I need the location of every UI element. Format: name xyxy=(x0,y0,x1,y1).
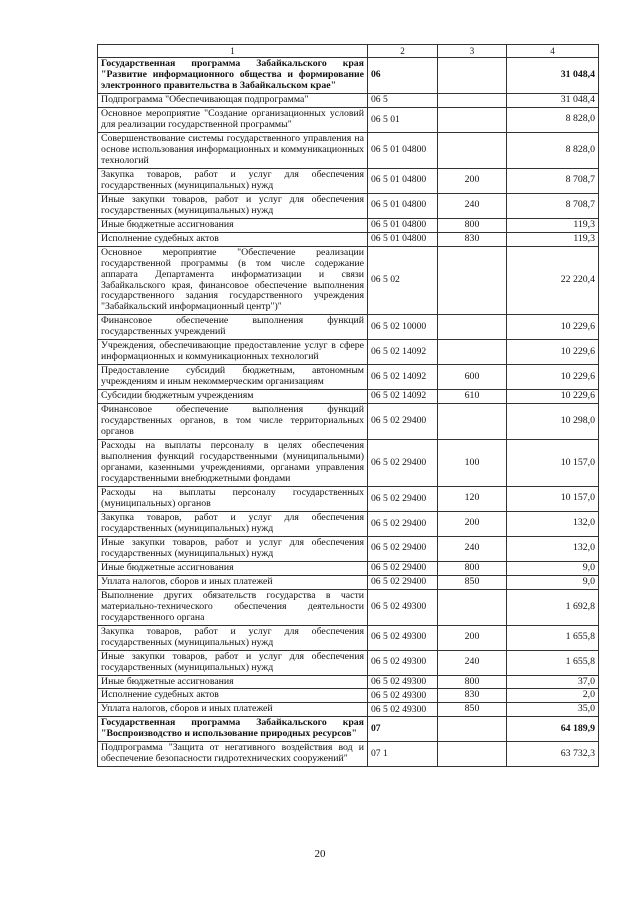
row-code: 06 5 01 04800 xyxy=(368,193,438,218)
row-expense-type xyxy=(438,742,507,767)
column-number-row xyxy=(98,45,599,58)
row-expense-type xyxy=(438,589,507,625)
row-name: Финансовое обеспечение выполнения функций государственных учреждений xyxy=(98,315,368,340)
row-expense-type: 200 xyxy=(438,625,507,650)
table-row xyxy=(98,689,599,703)
row-code: 06 5 02 49300 xyxy=(368,689,438,703)
row-code: 06 5 02 xyxy=(368,246,438,315)
row-code: 06 5 01 04800 xyxy=(368,132,438,168)
row-amount: 10 229,6 xyxy=(507,340,599,365)
table-row xyxy=(98,650,599,675)
row-code: 06 5 02 29400 xyxy=(368,511,438,536)
row-expense-type: 100 xyxy=(438,440,507,487)
row-name: Закупка товаров, работ и услуг для обеспечения государственных (муниципальных) нужд xyxy=(98,625,368,650)
row-code: 06 5 02 49300 xyxy=(368,650,438,675)
table-row xyxy=(98,625,599,650)
page-number: 20 xyxy=(314,848,326,860)
row-code: 06 5 01 xyxy=(368,107,438,132)
table-row xyxy=(98,703,599,717)
row-expense-type: 610 xyxy=(438,390,507,404)
table-row xyxy=(98,390,599,404)
row-name: Исполнение судебных актов xyxy=(98,689,368,703)
budget-table-body xyxy=(98,45,599,767)
table-row xyxy=(98,717,599,742)
row-name: Совершенствование системы государственного управления на основе использования информационных и коммуникационных технологий xyxy=(98,132,368,168)
row-expense-type: 850 xyxy=(438,703,507,717)
row-amount: 119,3 xyxy=(507,218,599,232)
row-code: 06 5 02 14092 xyxy=(368,340,438,365)
column-number: 1 xyxy=(98,45,368,58)
row-amount: 10 157,0 xyxy=(507,440,599,487)
row-amount: 10 229,6 xyxy=(507,390,599,404)
row-expense-type xyxy=(438,107,507,132)
table-row xyxy=(98,93,599,107)
table-row xyxy=(98,232,599,246)
row-amount: 2,0 xyxy=(507,689,599,703)
row-code: 06 5 02 29400 xyxy=(368,536,438,561)
row-amount: 63 732,3 xyxy=(507,742,599,767)
row-expense-type: 200 xyxy=(438,511,507,536)
row-amount: 37,0 xyxy=(507,675,599,689)
table-row xyxy=(98,218,599,232)
row-amount: 10 229,6 xyxy=(507,365,599,390)
table-row xyxy=(98,315,599,340)
row-amount: 10 157,0 xyxy=(507,486,599,511)
row-code: 06 5 02 29400 xyxy=(368,486,438,511)
row-expense-type xyxy=(438,717,507,742)
column-number: 3 xyxy=(438,45,507,58)
row-code: 06 5 02 29400 xyxy=(368,561,438,575)
table-row xyxy=(98,246,599,315)
row-expense-type: 240 xyxy=(438,193,507,218)
row-name: Уплата налогов, сборов и иных платежей xyxy=(98,575,368,589)
row-code: 06 5 02 49300 xyxy=(368,589,438,625)
table-row xyxy=(98,365,599,390)
row-name: Учреждения, обеспечивающие предоставление услуг в сфере информационных и коммуникационных технологий xyxy=(98,340,368,365)
row-name: Расходы на выплаты персоналу в целях обеспечения выполнения функций государственными (муниципальными) органами, казенными учреждениями, органами управления государственными внебюджетными фондами xyxy=(98,440,368,487)
row-name: Подпрограмма "Обеспечивающая подпрограмма" xyxy=(98,93,368,107)
row-code: 06 5 xyxy=(368,93,438,107)
row-expense-type: 850 xyxy=(438,575,507,589)
table-row xyxy=(98,511,599,536)
row-amount: 10 229,6 xyxy=(507,315,599,340)
row-amount: 119,3 xyxy=(507,232,599,246)
row-name: Исполнение судебных актов xyxy=(98,232,368,246)
row-code: 06 5 02 49300 xyxy=(368,625,438,650)
row-code: 06 5 02 49300 xyxy=(368,675,438,689)
row-amount: 22 220,4 xyxy=(507,246,599,315)
row-amount: 8 828,0 xyxy=(507,107,599,132)
row-amount: 10 298,0 xyxy=(507,404,599,440)
row-amount: 31 048,4 xyxy=(507,58,599,94)
row-amount: 35,0 xyxy=(507,703,599,717)
row-name: Основное мероприятие "Обеспечение реализации государственной программы (в том числе содержание аппарата Департамента информатизации и связи Забайкальского края, финансовое обеспечение выполнения государственного задания государственного учреждения "Забайкальский информационный центр")" xyxy=(98,246,368,315)
row-name: Предоставление субсидий бюджетным, автономным учреждениям и иным некоммерческим организациям xyxy=(98,365,368,390)
row-name: Выполнение других обязательств государства в части материально-технического обеспечения деятельности государственного органа xyxy=(98,589,368,625)
row-name: Основное мероприятие "Создание организационных условий для реализации государственной программы" xyxy=(98,107,368,132)
table-row xyxy=(98,340,599,365)
row-name: Иные закупки товаров, работ и услуг для обеспечения государственных (муниципальных) нужд xyxy=(98,193,368,218)
row-name: Уплата налогов, сборов и иных платежей xyxy=(98,703,368,717)
row-name: Государственная программа Забайкальского края "Воспроизводство и использование природных ресурсов" xyxy=(98,717,368,742)
row-name: Государственная программа Забайкальского края "Развитие информационного общества и формирование электронного правительства в Забайкальском крае" xyxy=(98,58,368,94)
row-expense-type: 800 xyxy=(438,218,507,232)
table-row xyxy=(98,58,599,94)
row-amount: 31 048,4 xyxy=(507,93,599,107)
row-expense-type xyxy=(438,58,507,94)
row-code: 06 5 02 14092 xyxy=(368,390,438,404)
row-code: 06 5 02 49300 xyxy=(368,703,438,717)
row-amount: 132,0 xyxy=(507,536,599,561)
row-name: Расходы на выплаты персоналу государственных (муниципальных) органов xyxy=(98,486,368,511)
row-name: Закупка товаров, работ и услуг для обеспечения государственных (муниципальных) нужд xyxy=(98,168,368,193)
table-row xyxy=(98,132,599,168)
row-code: 06 5 01 04800 xyxy=(368,232,438,246)
row-expense-type: 830 xyxy=(438,689,507,703)
row-name: Иные бюджетные ассигнования xyxy=(98,561,368,575)
table-row xyxy=(98,193,599,218)
row-amount: 8 708,7 xyxy=(507,193,599,218)
row-name: Иные закупки товаров, работ и услуг для обеспечения государственных (муниципальных) нужд xyxy=(98,650,368,675)
row-code: 07 xyxy=(368,717,438,742)
row-code: 06 5 02 29400 xyxy=(368,575,438,589)
table-row xyxy=(98,575,599,589)
row-expense-type xyxy=(438,340,507,365)
column-number: 2 xyxy=(368,45,438,58)
row-expense-type xyxy=(438,246,507,315)
table-row xyxy=(98,742,599,767)
table-row xyxy=(98,536,599,561)
row-name: Иные бюджетные ассигнования xyxy=(98,675,368,689)
row-amount: 1 655,8 xyxy=(507,625,599,650)
table-row xyxy=(98,561,599,575)
row-amount: 64 189,9 xyxy=(507,717,599,742)
table-row xyxy=(98,675,599,689)
row-code: 06 5 02 29400 xyxy=(368,404,438,440)
row-expense-type: 800 xyxy=(438,561,507,575)
row-expense-type xyxy=(438,404,507,440)
row-name: Субсидии бюджетным учреждениям xyxy=(98,390,368,404)
row-name: Иные закупки товаров, работ и услуг для обеспечения государственных (муниципальных) нужд xyxy=(98,536,368,561)
row-amount: 9,0 xyxy=(507,561,599,575)
table-row xyxy=(98,440,599,487)
row-amount: 1 655,8 xyxy=(507,650,599,675)
row-code: 06 5 02 10000 xyxy=(368,315,438,340)
row-amount: 132,0 xyxy=(507,511,599,536)
row-code: 06 5 02 29400 xyxy=(368,440,438,487)
row-code: 06 5 02 14092 xyxy=(368,365,438,390)
table-row xyxy=(98,168,599,193)
row-expense-type: 830 xyxy=(438,232,507,246)
row-expense-type xyxy=(438,132,507,168)
row-code: 06 5 01 04800 xyxy=(368,168,438,193)
row-expense-type: 200 xyxy=(438,168,507,193)
row-code: 06 5 01 04800 xyxy=(368,218,438,232)
row-code: 06 xyxy=(368,58,438,94)
row-amount: 1 692,8 xyxy=(507,589,599,625)
table-row xyxy=(98,486,599,511)
table-row xyxy=(98,107,599,132)
row-expense-type: 240 xyxy=(438,650,507,675)
row-expense-type: 600 xyxy=(438,365,507,390)
budget-table xyxy=(97,44,599,767)
row-name: Закупка товаров, работ и услуг для обеспечения государственных (муниципальных) нужд xyxy=(98,511,368,536)
row-expense-type: 800 xyxy=(438,675,507,689)
row-expense-type: 120 xyxy=(438,486,507,511)
row-amount: 8 828,0 xyxy=(507,132,599,168)
row-amount: 8 708,7 xyxy=(507,168,599,193)
row-expense-type: 240 xyxy=(438,536,507,561)
row-amount: 9,0 xyxy=(507,575,599,589)
row-expense-type xyxy=(438,315,507,340)
row-name: Подпрограмма "Защита от негативного воздействия вод и обеспечение безопасности гидротехнических сооружений" xyxy=(98,742,368,767)
column-number: 4 xyxy=(507,45,599,58)
table-row xyxy=(98,404,599,440)
row-expense-type xyxy=(438,93,507,107)
row-name: Финансовое обеспечение выполнения функций государственных органов, в том числе территориальных органов xyxy=(98,404,368,440)
row-name: Иные бюджетные ассигнования xyxy=(98,218,368,232)
table-row xyxy=(98,589,599,625)
row-code: 07 1 xyxy=(368,742,438,767)
